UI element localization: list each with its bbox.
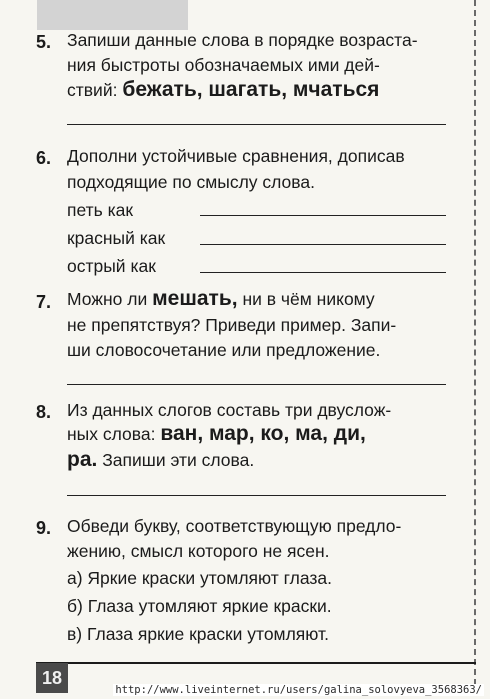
answer-option-a[interactable]: а) Яркие краски утомляют глаза. xyxy=(67,568,332,588)
answer-option-c[interactable]: в) Глаза яркие краски утомляют. xyxy=(67,624,329,644)
syllables: ван, мар, ко, ма, ди, xyxy=(160,422,366,445)
task-number: 7. xyxy=(36,292,52,312)
answer-line[interactable] xyxy=(200,244,446,245)
task-text-line: Дополни устойчивые сравнения, дописав xyxy=(67,146,405,166)
answer-line[interactable] xyxy=(200,215,446,216)
syllables: ра. xyxy=(67,448,98,471)
answer-line[interactable] xyxy=(67,495,446,496)
task-text-line: Из данных слогов составь три двуслож- xyxy=(67,400,392,420)
task-text-line: ши словосочетание или предложение. xyxy=(67,340,381,360)
answer-line[interactable] xyxy=(67,124,446,125)
cut-line xyxy=(474,0,476,685)
simile-label: петь как xyxy=(67,200,134,220)
task-number: 9. xyxy=(36,518,52,538)
answer-line[interactable] xyxy=(67,384,446,385)
task-text-line: Можно ли мешать, ни в чём никому xyxy=(67,287,375,310)
simile-label: острый как xyxy=(67,256,156,276)
task-text-line: Запиши данные слова в порядке возраста- xyxy=(67,30,418,50)
task-text-line: жению, смысл которого не ясен. xyxy=(67,541,330,561)
answer-line[interactable] xyxy=(200,272,446,273)
answer-option-b[interactable]: б) Глаза утомляют яркие краски. xyxy=(67,596,332,616)
task-text-line: ствий: бежать, шагать, мчаться xyxy=(67,78,380,101)
footer-rule xyxy=(36,662,476,664)
task-text-line: Обведи букву, соответствующую предло- xyxy=(67,516,402,536)
task-text-line: не препятствуя? Приведи пример. Запи- xyxy=(67,315,397,335)
task-number: 6. xyxy=(36,148,52,168)
task-text-line: ния быстроты обозначаемых ими дей- xyxy=(67,55,380,75)
page-number: 18 xyxy=(36,663,68,693)
task-text-line: подходящие по смыслу слова. xyxy=(67,172,315,192)
source-url: http://www.liveinternet.ru/users/galina_solovyeva_3568363/ xyxy=(115,684,482,696)
task-number: 8. xyxy=(36,402,52,422)
key-word: мешать, xyxy=(152,287,238,310)
word-list: бежать, шагать, мчаться xyxy=(122,78,380,101)
task-text-line: ных слова: ван, мар, ко, ма, ди, xyxy=(67,422,366,445)
simile-label: красный как xyxy=(67,228,166,248)
header-gray-bar xyxy=(37,0,188,30)
task-number: 5. xyxy=(36,32,52,52)
task-text-line: ра. Запиши эти слова. xyxy=(67,448,255,471)
